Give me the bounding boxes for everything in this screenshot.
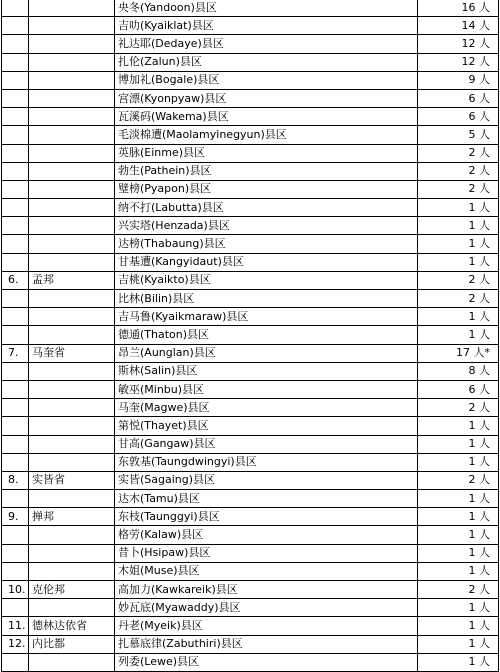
region-cell (29, 253, 115, 271)
region-cell (29, 653, 115, 671)
region-cell (29, 453, 115, 471)
row-number-cell (2, 35, 29, 53)
row-number-cell (2, 599, 29, 617)
row-number-cell (2, 180, 29, 198)
table-row (2, 0, 499, 17)
region-cell (29, 308, 115, 326)
region-cell: 掸邦 (29, 508, 115, 526)
region-cell (29, 108, 115, 126)
count-cell: 6 人 (418, 89, 499, 107)
district-cell: 马奎(Magwe)县区 (115, 399, 418, 417)
table-row (2, 653, 499, 671)
count-cell: 1 人 (418, 562, 499, 580)
count-cell: 6 人 (418, 380, 499, 398)
district-cell: 礼达耶(Dedaye)县区 (115, 35, 418, 53)
table-row (2, 162, 499, 180)
count-cell: 1 人 (418, 544, 499, 562)
table-row (2, 144, 499, 162)
table-row (2, 435, 499, 453)
region-cell (29, 399, 115, 417)
row-number-cell (2, 544, 29, 562)
region-cell (29, 417, 115, 435)
row-number-cell (2, 235, 29, 253)
table-row (2, 253, 499, 271)
count-cell: 1 人 (418, 199, 499, 217)
row-number-cell (2, 17, 29, 35)
count-cell: 2 人 (418, 162, 499, 180)
row-number-cell (2, 0, 29, 17)
count-cell: 1 人 (418, 326, 499, 344)
count-cell: 1 人 (418, 617, 499, 635)
count-cell: 2 人 (418, 290, 499, 308)
row-number-cell (2, 217, 29, 235)
table-row (2, 380, 499, 398)
district-cell: 敏巫(Minbu)县区 (115, 380, 418, 398)
row-number-cell (2, 326, 29, 344)
district-cell: 格劳(Kalaw)县区 (115, 526, 418, 544)
row-number-cell (2, 126, 29, 144)
table-row (2, 17, 499, 35)
region-cell: 内比都 (29, 635, 115, 653)
row-number-cell: 8. (2, 471, 29, 489)
table-body (2, 0, 499, 671)
row-number-cell: 9. (2, 508, 29, 526)
table-row (2, 362, 499, 380)
table-row (2, 217, 499, 235)
table-row (2, 581, 499, 599)
district-cell: 列委(Lewe)县区 (115, 653, 418, 671)
region-cell (29, 526, 115, 544)
count-cell: 2 人 (418, 471, 499, 489)
district-cell: 德通(Thaton)县区 (115, 326, 418, 344)
table-row (2, 544, 499, 562)
region-cell (29, 544, 115, 562)
count-cell: 1 人 (418, 308, 499, 326)
count-cell: 8 人 (418, 362, 499, 380)
count-cell: 16 人 (418, 0, 499, 17)
district-count-table (1, 0, 499, 672)
row-number-cell (2, 144, 29, 162)
district-cell: 吉马鲁(Kyaikmaraw)县区 (115, 308, 418, 326)
row-number-cell (2, 162, 29, 180)
region-cell: 马奎省 (29, 344, 115, 362)
district-cell: 昂兰(Aunglan)县区 (115, 344, 418, 362)
district-cell: 第悦(Thayet)县区 (115, 417, 418, 435)
count-cell: 2 人 (418, 271, 499, 289)
region-cell (29, 380, 115, 398)
row-number-cell (2, 399, 29, 417)
row-number-cell (2, 362, 29, 380)
district-cell: 吉叻(Kyaiklat)县区 (115, 17, 418, 35)
count-cell: 1 人 (418, 435, 499, 453)
count-cell: 1 人 (418, 526, 499, 544)
region-cell (29, 17, 115, 35)
district-cell: 丹老(Myeik)县区 (115, 617, 418, 635)
table-row (2, 235, 499, 253)
district-cell: 甘基遭(Kangyidaut)县区 (115, 253, 418, 271)
count-cell: 1 人 (418, 490, 499, 508)
region-cell (29, 162, 115, 180)
district-cell: 达榜(Thabaung)县区 (115, 235, 418, 253)
district-cell: 勃生(Pathein)县区 (115, 162, 418, 180)
district-cell: 扎慕底律(Zabuthiri)县区 (115, 635, 418, 653)
district-cell: 纳不打(Labutta)县区 (115, 199, 418, 217)
row-number-cell (2, 380, 29, 398)
row-number-cell: 6. (2, 271, 29, 289)
table-row (2, 290, 499, 308)
count-cell: 1 人 (418, 217, 499, 235)
district-cell: 博加礼(Bogale)县区 (115, 71, 418, 89)
row-number-cell (2, 653, 29, 671)
count-cell: 2 人 (418, 581, 499, 599)
row-number-cell (2, 435, 29, 453)
row-number-cell: 12. (2, 635, 29, 653)
region-cell: 实皆省 (29, 471, 115, 489)
district-cell: 木姐(Muse)县区 (115, 562, 418, 580)
count-cell: 12 人 (418, 53, 499, 71)
row-number-cell (2, 53, 29, 71)
count-cell: 1 人 (418, 635, 499, 653)
table-row (2, 399, 499, 417)
table-row (2, 508, 499, 526)
table-row (2, 326, 499, 344)
row-number-cell: 7. (2, 344, 29, 362)
row-number-cell (2, 490, 29, 508)
region-cell (29, 599, 115, 617)
row-number-cell (2, 562, 29, 580)
region-cell (29, 562, 115, 580)
row-number-cell: 11. (2, 617, 29, 635)
table-row (2, 526, 499, 544)
table-row (2, 108, 499, 126)
district-cell: 东敦基(Taungdwingyi)县区 (115, 453, 418, 471)
district-cell: 英脉(Einme)县区 (115, 144, 418, 162)
row-number-cell (2, 253, 29, 271)
region-cell (29, 180, 115, 198)
table-row (2, 471, 499, 489)
row-number-cell (2, 417, 29, 435)
table-row (2, 308, 499, 326)
district-cell: 兴实塔(Henzada)县区 (115, 217, 418, 235)
row-number-cell (2, 71, 29, 89)
table-row (2, 599, 499, 617)
table-row (2, 53, 499, 71)
region-cell: 德林达依省 (29, 617, 115, 635)
district-cell: 甘高(Gangaw)县区 (115, 435, 418, 453)
region-cell (29, 326, 115, 344)
row-number-cell (2, 199, 29, 217)
district-cell: 毛淡棉遭(Maolamyinegyun)县区 (115, 126, 418, 144)
table-row (2, 490, 499, 508)
district-cell: 实皆(Sagaing)县区 (115, 471, 418, 489)
table-row (2, 562, 499, 580)
count-cell: 1 人 (418, 653, 499, 671)
table-row (2, 180, 499, 198)
region-cell (29, 235, 115, 253)
district-cell: 比林(Bilin)县区 (115, 290, 418, 308)
row-number-cell (2, 108, 29, 126)
count-cell: 17 人* (418, 344, 499, 362)
table-row (2, 453, 499, 471)
table-row (2, 126, 499, 144)
table-row (2, 71, 499, 89)
table-row (2, 617, 499, 635)
count-cell: 2 人 (418, 144, 499, 162)
region-cell (29, 490, 115, 508)
district-cell: 吉桃(Kyaikto)县区 (115, 271, 418, 289)
region-cell (29, 435, 115, 453)
district-cell: 瓦溪码(Wakema)县区 (115, 108, 418, 126)
district-cell: 斯林(Salin)县区 (115, 362, 418, 380)
district-cell: 妙瓦底(Myawaddy)县区 (115, 599, 418, 617)
district-cell: 高加力(Kawkareik)县区 (115, 581, 418, 599)
region-cell (29, 126, 115, 144)
count-cell: 1 人 (418, 417, 499, 435)
region-cell (29, 217, 115, 235)
district-cell: 璧榜(Pyapon)县区 (115, 180, 418, 198)
district-cell: 央冬(Yandoon)县区 (115, 0, 418, 17)
region-cell (29, 53, 115, 71)
count-cell: 1 人 (418, 253, 499, 271)
count-cell: 12 人 (418, 35, 499, 53)
district-cell: 达木(Tamu)县区 (115, 490, 418, 508)
count-cell: 9 人 (418, 71, 499, 89)
row-number-cell: 10. (2, 581, 29, 599)
district-cell: 扎伦(Zalun)县区 (115, 53, 418, 71)
count-cell: 1 人 (418, 599, 499, 617)
region-cell (29, 290, 115, 308)
count-cell: 1 人 (418, 508, 499, 526)
district-cell: 东枝(Taunggyi)县区 (115, 508, 418, 526)
region-cell (29, 144, 115, 162)
region-cell: 孟邦 (29, 271, 115, 289)
table-row (2, 35, 499, 53)
region-cell (29, 89, 115, 107)
row-number-cell (2, 308, 29, 326)
district-cell: 昔卜(Hsipaw)县区 (115, 544, 418, 562)
row-number-cell (2, 89, 29, 107)
table-row (2, 344, 499, 362)
region-cell (29, 71, 115, 89)
count-cell: 14 人 (418, 17, 499, 35)
count-cell: 1 人 (418, 235, 499, 253)
row-number-cell (2, 526, 29, 544)
table-row (2, 199, 499, 217)
count-cell: 1 人 (418, 453, 499, 471)
count-cell: 2 人 (418, 399, 499, 417)
count-cell: 6 人 (418, 108, 499, 126)
row-number-cell (2, 453, 29, 471)
region-cell: 克伦邦 (29, 581, 115, 599)
table-row (2, 635, 499, 653)
region-cell (29, 199, 115, 217)
region-cell (29, 0, 115, 17)
count-cell: 5 人 (418, 126, 499, 144)
table-row (2, 417, 499, 435)
row-number-cell (2, 290, 29, 308)
region-cell (29, 362, 115, 380)
table-row (2, 271, 499, 289)
count-cell: 2 人 (418, 180, 499, 198)
table-row (2, 89, 499, 107)
region-cell (29, 35, 115, 53)
district-cell: 宫漂(Kyonpyaw)县区 (115, 89, 418, 107)
